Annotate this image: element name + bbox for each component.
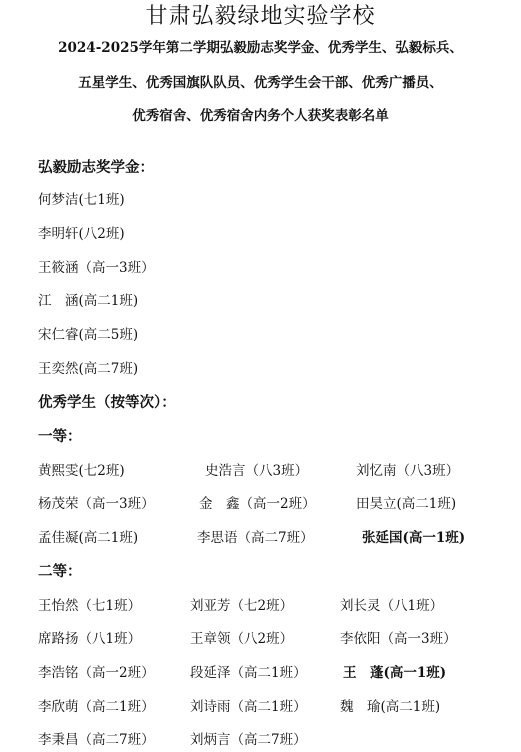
second-class-name: 刘亚芳（七2班） [190,598,294,614]
scholarship-name: 王奕然(高二7班) [38,361,139,377]
second-class-name: 席路扬（八1班） [38,631,142,647]
subtitle-line-2: 五星学生、优秀国旗队队员、优秀学生会干部、优秀广播员、 [78,75,443,91]
first-class-name: 史浩言（八3班） [205,463,309,479]
document-title: 甘肃弘毅绿地实验学校 [145,4,376,29]
second-class-name: 王怡然（七1班） [38,598,142,614]
scholarship-name: 李明轩(八2班) [38,226,125,242]
first-class-name: 田昊立(高二1班) [356,496,457,512]
first-class-heading: 一等： [38,428,82,445]
scholarship-name: 江 涵(高二1班) [38,293,139,309]
second-class-name: 李欣萌（高二1班） [38,699,155,715]
second-class-name: 李浩铭（高一2班） [38,665,155,681]
excellent-students-heading: 优秀学生（按等次）： [38,394,176,411]
subtitle-line-3: 优秀宿舍、优秀宿舍内务个人获奖表彰名单 [132,108,389,124]
scholarship-name: 何梦洁(七1班) [38,192,125,208]
first-class-name: 孟佳凝(高二1班) [38,530,139,546]
second-class-name: 刘炳言（高二7班） [190,732,307,748]
scholarship-name: 宋仁睿(高二5班) [38,327,139,343]
subtitle-line-1: 2024-2025学年第二学期弘毅励志奖学金、优秀学生、弘毅标兵、 [58,40,463,56]
scholarship-heading: 弘毅励志奖学金： [38,159,154,176]
first-class-name: 李思语（高二7班） [197,530,314,546]
scholarship-name: 王筱涵（高一3班） [38,260,155,276]
second-class-name: 魏 瑜(高二1班) [340,699,441,715]
second-class-name: 刘诗雨（高二1班） [190,699,307,715]
second-class-name: 李秉昌（高二7班） [38,732,155,748]
first-class-name: 刘忆南（八3班） [356,463,460,479]
first-class-name: 杨茂荣（高一3班） [38,496,155,512]
second-class-name: 李依阳（高一3班） [340,631,457,647]
second-class-name: 王 蓬(高一1班) [343,665,447,681]
first-class-name: 黄熙雯(七2班) [38,463,125,479]
first-class-name: 张延国(高一1班) [362,530,466,546]
second-class-name: 王章领（八2班） [190,631,294,647]
first-class-name: 金 鑫（高一2班） [199,496,316,512]
second-class-name: 段延泽（高二1班） [190,665,307,681]
second-class-heading: 二等： [38,563,82,580]
second-class-name: 刘长灵（八1班） [340,598,444,614]
